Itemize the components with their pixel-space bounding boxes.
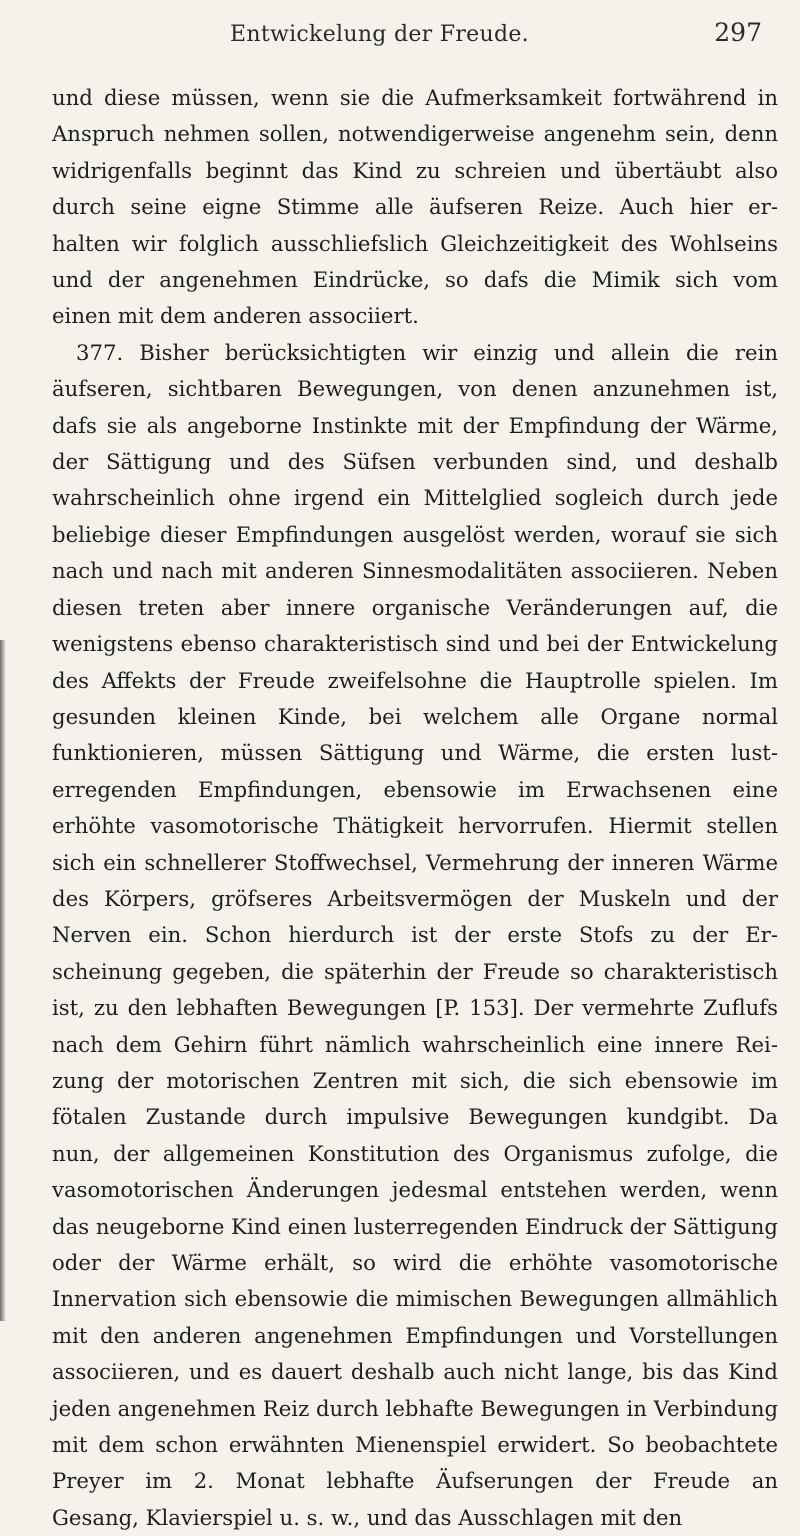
text-line: scheinung gegeben, die späterhin der Freude so charakteristisch xyxy=(52,958,778,984)
page-edge-shadow xyxy=(0,640,6,1321)
text-line: des Körpers, gröfseres Arbeitsvermögen der Muskeln und der xyxy=(52,885,778,911)
text-line: oder der Wärme erhält, so wird die erhöhte vasomotorische xyxy=(52,1250,778,1275)
text-line: diesen treten aber innere organische Veränderungen auf, die xyxy=(52,594,778,620)
page-number: 297 xyxy=(714,18,762,47)
text-line: fötalen Zustande durch impulsive Bewegungen kundgibt. Da xyxy=(52,1104,778,1130)
text-line: äufseren, sichtbaren Bewegungen, von denen anzunehmen ist, xyxy=(52,376,778,402)
text-line: das neugeborne Kind einen lusterregenden Eindruck der Sättigung xyxy=(52,1213,778,1239)
text-line: einen mit dem anderen associiert. xyxy=(52,303,419,329)
text-line: sich ein schnellerer Stoffwechsel, Vermehrung der inneren Wärme xyxy=(52,849,778,875)
text-line: ist, zu den lebhaften Bewegungen [P. 153]. Der vermehrte Zuflufs xyxy=(52,995,778,1021)
text-line: Innervation sich ebensowie die mimischen Bewegungen allmählich xyxy=(52,1286,778,1312)
text-line: 377. Bisher berücksichtigten wir einzig und allein die rein xyxy=(76,339,778,365)
text-line: und diese müssen, wenn sie die Aufmerksamkeit fortwährend in xyxy=(52,85,778,110)
text-line: nun, der allgemeinen Konstitution des Organismus zufolge, die xyxy=(52,1140,778,1166)
text-line: funktionieren, müssen Sättigung und Wärme, die ersten lust- xyxy=(52,740,778,766)
text-line: beliebige dieser Empfindungen ausgelöst werden, worauf sie sich xyxy=(52,521,778,547)
text-line: wahrscheinlich ohne irgend ein Mittelglied sogleich durch jede xyxy=(52,485,778,511)
text-line: gesunden kleinen Kinde, bei welchem alle Organe normal xyxy=(52,703,778,729)
running-head: Entwickelung der Freude. xyxy=(230,22,529,47)
text-line: des Affekts der Freude zweifelsohne die Hauptrolle spielen. Im xyxy=(52,667,778,693)
text-line: vasomotorischen Änderungen jedesmal entstehen werden, wenn xyxy=(52,1177,778,1203)
text-line: wenigstens ebenso charakteristisch sind und bei der Entwickelung xyxy=(52,631,778,657)
text-line: nach und nach mit anderen Sinnesmodalitäten associieren. Neben xyxy=(52,558,778,584)
text-line: der Sättigung und des Süfsen verbunden sind, und deshalb xyxy=(52,449,778,475)
text-line: Nerven ein. Schon hierdurch ist der erste Stofs zu der Er- xyxy=(52,922,778,948)
text-line: durch seine eigne Stimme alle äufseren Reize. Auch hier er- xyxy=(52,194,778,220)
text-line: dafs sie als angeborne Instinkte mit der Empfindung der Wärme, xyxy=(52,412,778,438)
text-line: erregenden Empfindungen, ebensowie im Erwachsenen eine xyxy=(52,776,778,802)
paragraph-2 xyxy=(52,335,778,1536)
text-line: halten wir folglich ausschliefslich Gleichzeitigkeit des Wohlseins xyxy=(52,230,778,256)
text-line: mit den anderen angenehmen Empfindungen und Vorstellungen xyxy=(52,1322,778,1348)
text-line: und der angenehmen Eindrücke, so dafs die Mimik sich vom xyxy=(52,267,778,293)
text-line: zung der motorischen Zentren mit sich, die sich ebensowie im xyxy=(52,1067,778,1093)
text-line: nach dem Gehirn führt nämlich wahrscheinlich eine innere Rei- xyxy=(52,1031,778,1057)
text-line: Gesang, Klavierspiel u. s. w., und das Ausschlagen mit den xyxy=(52,1504,683,1530)
text-line: Anspruch nehmen sollen, notwendigerweise angenehm sein, denn xyxy=(52,121,778,147)
text-line: Preyer im 2. Monat lebhafte Äufserungen der Freude an xyxy=(52,1468,778,1494)
text-line: erhöhte vasomotorische Thätigkeit hervorrufen. Hiermit stellen xyxy=(52,813,778,839)
paragraph-1 xyxy=(52,80,778,335)
text-line: widrigenfalls beginnt das Kind zu schreien und übertäubt also xyxy=(52,157,778,183)
body-text xyxy=(52,80,778,1536)
text-line: associieren, und es dauert deshalb auch nicht lange, bis das Kind xyxy=(52,1359,778,1385)
text-line: mit dem schon erwähnten Mienenspiel erwidert. So beobachtete xyxy=(52,1432,778,1458)
text-line: jeden angenehmen Reiz durch lebhafte Bewegungen in Verbindung xyxy=(52,1395,779,1421)
